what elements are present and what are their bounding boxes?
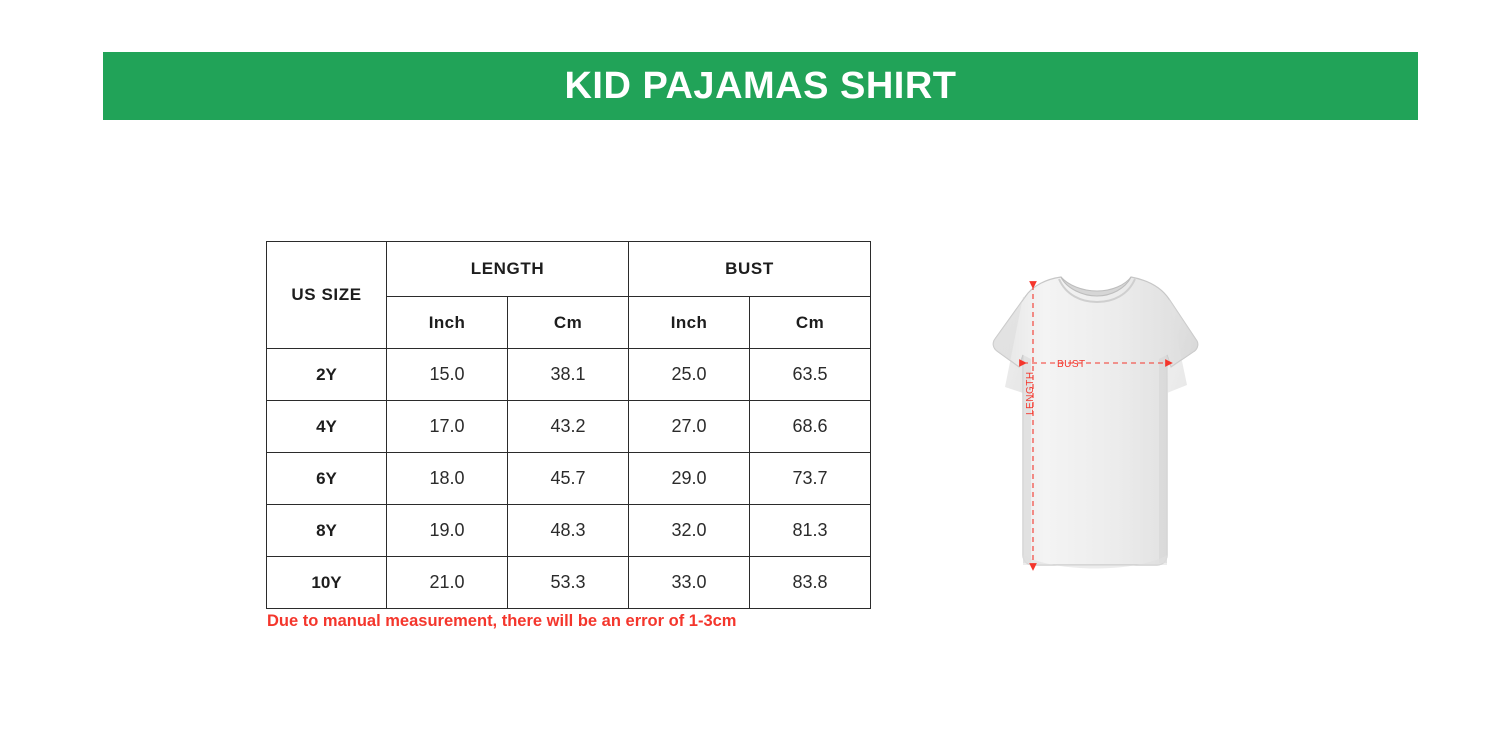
tshirt-diagram [905,255,1265,595]
table-row [267,505,871,557]
cell-size: 6Y [267,453,387,505]
cell-length-inch: 19.0 [387,505,508,557]
cell-bust-cm: 68.6 [750,401,871,453]
cell-bust-cm: 73.7 [750,453,871,505]
table-row [267,453,871,505]
measurement-disclaimer: Due to manual measurement, there will be an error of 1-3cm [267,612,737,630]
header-us-size: US SIZE [267,242,387,349]
cell-bust-cm: 63.5 [750,349,871,401]
cell-bust-inch: 33.0 [629,557,750,609]
size-chart-table [266,241,871,609]
cell-bust-inch: 32.0 [629,505,750,557]
cell-bust-cm: 83.8 [750,557,871,609]
unit-bust-inch: Inch [629,297,750,349]
bust-label: BUST [1057,359,1086,370]
cell-length-cm: 38.1 [508,349,629,401]
table-group-header-row [267,242,871,297]
cell-length-cm: 43.2 [508,401,629,453]
cell-length-inch: 15.0 [387,349,508,401]
tshirt-icon [905,255,1265,595]
cell-size: 8Y [267,505,387,557]
cell-size: 4Y [267,401,387,453]
cell-bust-inch: 29.0 [629,453,750,505]
table-row [267,401,871,453]
cell-length-cm: 45.7 [508,453,629,505]
cell-length-cm: 48.3 [508,505,629,557]
table-row [267,557,871,609]
length-label: LENGTH [1025,371,1036,415]
size-chart-table-wrapper [266,241,871,609]
table-row [267,349,871,401]
page-title: KID PAJAMAS SHIRT [564,64,957,107]
cell-length-inch: 17.0 [387,401,508,453]
header-banner [103,52,1418,120]
header-length: LENGTH [387,242,629,297]
cell-length-inch: 18.0 [387,453,508,505]
cell-bust-cm: 81.3 [750,505,871,557]
cell-size: 2Y [267,349,387,401]
header-bust: BUST [629,242,871,297]
unit-length-cm: Cm [508,297,629,349]
cell-length-cm: 53.3 [508,557,629,609]
cell-size: 10Y [267,557,387,609]
unit-bust-cm: Cm [750,297,871,349]
cell-length-inch: 21.0 [387,557,508,609]
cell-bust-inch: 27.0 [629,401,750,453]
cell-bust-inch: 25.0 [629,349,750,401]
unit-length-inch: Inch [387,297,508,349]
